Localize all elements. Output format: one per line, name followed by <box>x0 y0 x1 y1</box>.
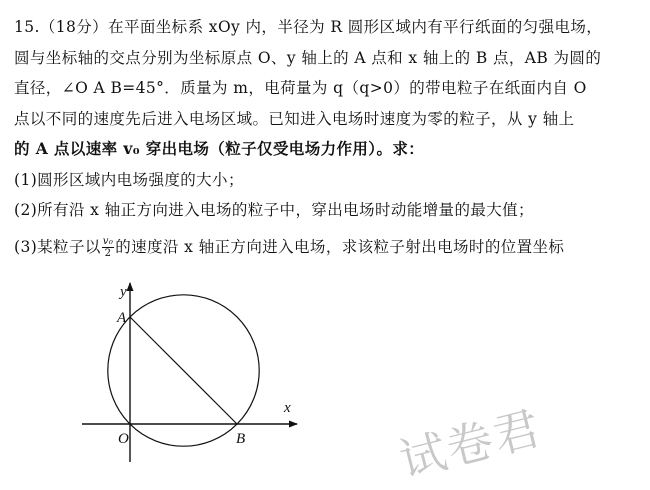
problem-line-2: 圆与坐标轴的交点分别为坐标原点 O、y 轴上的 A 点和 x 轴上的 B 点，AB 为圆的 <box>14 48 602 67</box>
problem-line-4: 点以不同的速度先后进入电场区域。已知进入电场时速度为零的粒子，从 y 轴上 <box>14 109 575 128</box>
problem-line-1: 15.（18分）在平面坐标系 xOy 内，半径为 R 圆形区域内有平行纸面的匀强电场， <box>14 18 603 36</box>
label-O: O <box>118 431 129 447</box>
fraction-denominator: 2 <box>104 248 112 259</box>
label-x: x <box>284 400 291 416</box>
question-2: (2)所有沿 x 轴正方向进入电场的粒子中，穿出电场时动能增量的最大值； <box>14 201 534 219</box>
fraction-numerator: v₀ <box>102 236 114 247</box>
watermark: 试卷君 <box>394 400 548 488</box>
diameter-AB <box>130 317 237 424</box>
label-y: y <box>120 284 127 300</box>
label-A: A <box>117 310 127 326</box>
question-3-end: 的速度沿 x 轴正方向进入电场，求该粒子射出电场时的位置坐标 <box>115 237 565 256</box>
problem-line-3: 直径，∠O A B=45°．质量为 m，电荷量为 q（q>0）的带电粒子在纸面内自 O <box>14 79 587 97</box>
question-1: (1)圆形区域内电场强度的大小； <box>14 170 244 189</box>
label-B: B <box>236 431 246 447</box>
problem-line-5: 的 A 点以速率 v₀ 穿出电场（粒子仅受电场力作用）。求： <box>14 139 425 158</box>
question-3-start: (3)某粒子以 <box>14 237 101 256</box>
